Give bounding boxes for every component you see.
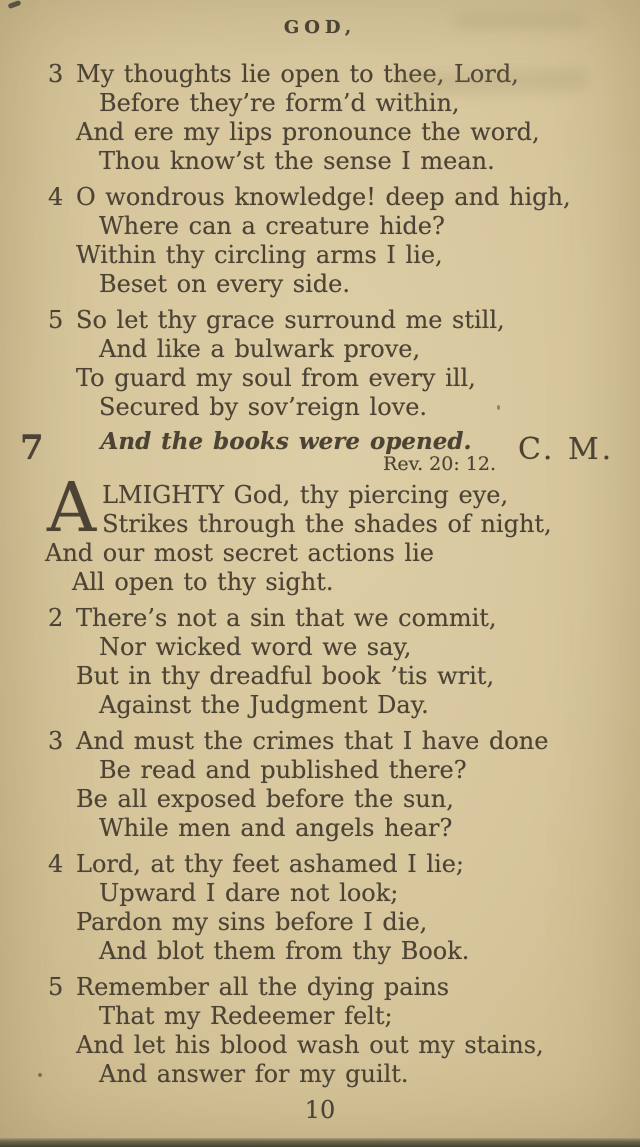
verse-line: And must the crimes that I have done [76, 727, 549, 755]
scan-speck [8, 0, 22, 9]
verse-number: 5 [48, 306, 64, 334]
verse-line: And answer for my guilt. [99, 1060, 409, 1088]
verse-line: Thou know’st the sense I mean. [99, 147, 495, 175]
verse-line: That my Redeemer felt; [99, 1002, 393, 1030]
hymn-header [0, 429, 640, 474]
drop-cap: A [47, 469, 97, 548]
verse-line: And like a bulwark prove, [99, 335, 421, 363]
verse-number: 5 [48, 973, 64, 1001]
verse-line: My thoughts lie open to thee, Lord, [76, 60, 519, 88]
verse-line: While men and angels hear? [99, 814, 453, 842]
hymn-title-block [62, 429, 510, 474]
verse-line: Nor wicked word we say, [99, 633, 412, 661]
verse-line: Lord, at thy feet ashamed I lie; [76, 850, 465, 878]
stanza [48, 973, 640, 1089]
verse-line: And let his blood wash out my stains, [76, 1031, 544, 1059]
verse-line: And blot them from thy Book. [99, 937, 470, 965]
stanza [48, 604, 640, 720]
page-number: 10 [304, 1096, 336, 1124]
page-bottom-edge [0, 1138, 640, 1147]
verse-line: Secured by sov’reign love. [99, 393, 428, 421]
stanza [48, 183, 640, 299]
verse-line: Before they’re form’d within, [99, 89, 460, 117]
verse-number: 2 [48, 604, 64, 632]
verse-line: Within thy circling arms I lie, [76, 241, 443, 269]
running-header: GOD, [283, 17, 357, 38]
verse-line: To guard my soul from every ill, [76, 364, 476, 392]
stanza [48, 727, 640, 843]
first-verse [45, 469, 640, 597]
verse-line: All open to thy sight. [72, 568, 334, 596]
stanza [48, 60, 640, 176]
verse-line: There’s not a sin that we commit, [76, 604, 497, 632]
scripture-reference: Rev. 20: 12. [383, 453, 496, 475]
verse-line: Beset on every side. [99, 270, 350, 298]
stanza [48, 306, 640, 422]
verse-line: Be all exposed before the sun, [76, 785, 454, 813]
verse-line: Be read and published there? [99, 756, 467, 784]
verse-line: And our most secret actions lie [45, 539, 434, 567]
verse-number: 4 [48, 183, 64, 211]
hymn-stanzas [0, 604, 640, 1089]
verse-line: Strikes through the shades of night, [102, 510, 552, 538]
verse-line: O wondrous knowledge! deep and high, [76, 183, 571, 211]
verse-line: LMIGHTY God, thy piercing eye, [102, 481, 509, 509]
hymn-meter: C. M. [518, 432, 615, 467]
verse-number: 3 [48, 727, 64, 755]
verse-line: Where can a creature hide? [99, 212, 445, 240]
continued-hymn-stanzas [0, 60, 640, 422]
verse-number: 3 [48, 60, 64, 88]
hymn-title: And the books were opened. [100, 428, 472, 455]
verse-number: 4 [48, 850, 64, 878]
verse-line: Upward I dare not look; [99, 879, 399, 907]
verse-line: So let thy grace surround me still, [76, 306, 505, 334]
stanza [48, 850, 640, 966]
verse-line: Against the Judgment Day. [99, 691, 429, 719]
verse-line: But in thy dreadful book ’tis writ, [76, 662, 495, 690]
verse-line: Remember all the dying pains [76, 973, 450, 1001]
verse-line: Pardon my sins before I die, [76, 908, 428, 936]
verse-line: And ere my lips pronounce the word, [76, 118, 540, 146]
hymn-number: 7 [20, 428, 44, 468]
